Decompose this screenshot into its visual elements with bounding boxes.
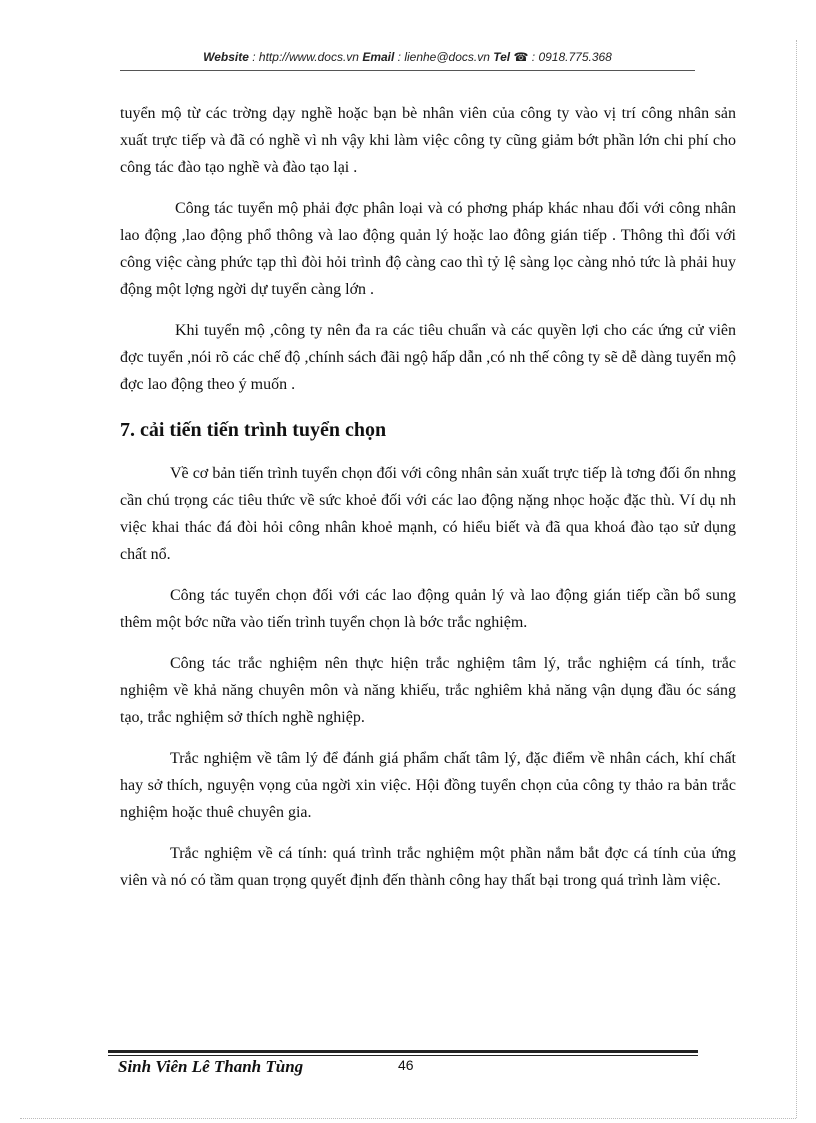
footer-author: Sinh Viên Lê Thanh Tùng bbox=[118, 1057, 304, 1076]
page-border bbox=[20, 1118, 796, 1119]
page-border bbox=[796, 40, 797, 1118]
paragraph: Về cơ bản tiến trình tuyển chọn đối với công nhân sản xuất trực tiếp là tơng đối ổn nhng cần chú trọng các tiêu thức về sức khoẻ đối với các lao động nặng nhọc hoặc đặc thù. Ví dụ nh việc khai thác đá đòi hỏi công nhân khoẻ mạnh, có hiểu biết và đã qua khoá đào tạo sử dụng chất nổ. bbox=[120, 465, 736, 563]
paragraph: Trắc nghiệm về cá tính: quá trình trắc nghiệm một phần nắm bắt đợc cá tính của ứng viên và nó có tầm quan trọng quyết định đến thành công hay thất bại trong quá trình làm việc. bbox=[120, 845, 736, 889]
paragraph: Khi tuyển mộ ,công ty nên đa ra các tiêu chuẩn và các quyền lợi cho các ứng cử viên đợc tuyển ,nói rõ các chế độ ,chính sách đãi ngộ hấp dẫn ,có nh thế công ty sẽ dễ dàng tuyển mộ đợc lao động theo ý muốn . bbox=[120, 322, 736, 393]
page-header bbox=[120, 50, 695, 64]
tel-label: Tel bbox=[493, 50, 511, 64]
website-value: : http://www.docs.vn bbox=[248, 50, 363, 64]
paragraph: Trắc nghiệm về tâm lý để đánh giá phẩm chất tâm lý, đặc điểm về nhân cách, khí chất hay sở thích, nguyện vọng của ngời xin việc. Hội đồng tuyển chọn của công ty thảo ra bản trắc nghiệm hoặc thuê chuyên gia. bbox=[120, 750, 736, 821]
footer-rule bbox=[108, 1050, 698, 1053]
paragraph: tuyển mộ từ các trờng dạy nghề hoặc bạn bè nhân viên của công ty vào vị trí công nhân sản xuất trực tiếp và đã có nghề vì nh vậy khi làm việc công ty cũng giảm bớt phần lớn chi phí cho công tác đào tạo nghề và đào tạo lại . bbox=[120, 105, 736, 176]
paragraph: Công tác tuyển mộ phải đợc phân loại và có phơng pháp khác nhau đối với công nhân lao động ,lao động phổ thông và lao động quản lý hoặc lao đông gián tiếp . Thông thì đối với công việc càng phức tạp thì đòi hỏi trình độ càng cao thì tỷ lệ sàng lọc càng nhỏ tức là phải huy động một lợng ngời dự tuyển càng lớn . bbox=[120, 200, 736, 298]
website-label: Website bbox=[203, 50, 249, 64]
email-value: : lienhe@docs.vn bbox=[394, 50, 494, 64]
paragraph: Công tác tuyển chọn đối với các lao động quản lý và lao động gián tiếp cần bổ sung thêm một bớc nữa vào tiến trình tuyển chọn là bớc trắc nghiệm. bbox=[120, 587, 736, 631]
footer-rule bbox=[108, 1055, 698, 1056]
phone-icon: ☎ bbox=[513, 50, 529, 64]
header-rule bbox=[120, 70, 695, 71]
email-label: Email bbox=[362, 50, 395, 64]
paragraph: Công tác trắc nghiệm nên thực hiện trắc nghiệm tâm lý, trắc nghiệm cá tính, trắc nghiệm về khả năng chuyên môn và năng khiếu, trắc nghiêm khả năng vận dụng đầu óc sáng tạo, trắc nghiệm sở thích nghề nghiệp. bbox=[120, 655, 736, 726]
document-body bbox=[120, 100, 736, 908]
section-heading: 7. cải tiến tiến trình tuyển chọn bbox=[120, 419, 387, 441]
page-number: 46 bbox=[398, 1057, 414, 1073]
tel-value: : 0918.775.368 bbox=[528, 50, 612, 64]
